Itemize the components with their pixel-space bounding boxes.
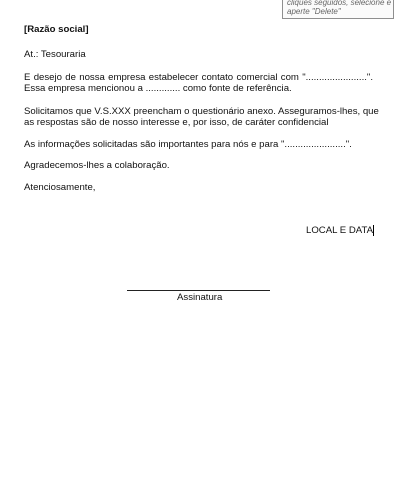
attention-line[interactable]: At.: Tesouraria [24,49,86,60]
instruction-tooltip [282,0,394,19]
signature-label[interactable]: Assinatura [177,292,223,303]
thanks-line[interactable]: Agradecemos-lhes a colaboração. [24,160,170,171]
place-date-label: LOCAL E DATA [306,225,373,236]
paragraph-line[interactable]: As informações solicitadas são importantes para nós e para ".......................". [24,139,352,150]
company-name-placeholder[interactable]: [Razão social] [24,24,89,35]
instruction-line: cliques seguidos, selecione e [287,0,392,7]
paragraph-line[interactable]: E desejo de nossa empresa estabelecer contato comercial com ".......................". [24,72,373,83]
paragraph-line[interactable]: Solicitamos que V.S.XXX preencham o questionário anexo. Asseguramos-lhes, que [24,106,379,117]
closing-line[interactable]: Atenciosamente, [24,182,96,193]
text-cursor [373,225,374,236]
paragraph-line[interactable]: as respostas são de nosso interesse e, por isso, de caráter confidencial [24,117,329,128]
signature-line [127,290,270,291]
paragraph-line[interactable]: Essa empresa mencionou a ............. como fonte de referência. [24,83,292,94]
place-date-field[interactable] [306,225,374,236]
instruction-line: aperte "Delete" [287,7,341,16]
